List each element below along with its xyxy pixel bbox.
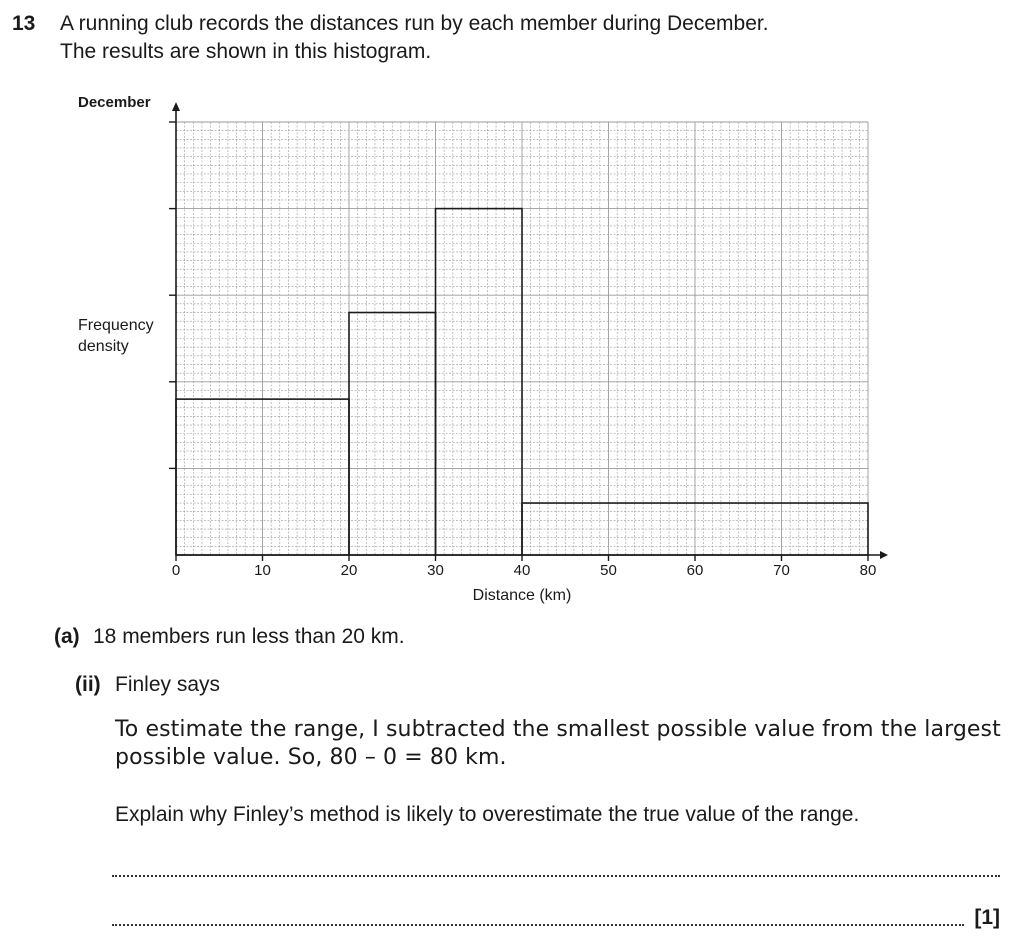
part-a-text: 18 members run less than 20 km. [93,625,405,648]
question-intro-line-1: A running club records the distances run by each member during December. [60,12,769,35]
finley-quote-line-1: To estimate the range, I subtracted the smallest possible value from the largest [115,717,1001,742]
chart-title: December [78,94,151,111]
x-tick-label: 70 [773,562,790,579]
part-ii-text: Finley says [115,673,221,696]
x-tick-label: 40 [513,562,531,579]
part-a-label: (a) [54,625,80,648]
x-tick-label: 80 [859,562,877,579]
x-tick-label: 50 [600,562,617,579]
y-axis-label-line-1: Frequency [78,317,154,334]
x-tick-label: 20 [340,562,358,579]
answer-line-1[interactable] [112,875,1000,877]
x-axis-arrow [880,551,888,559]
chart-axes [172,102,888,559]
question-intro-line-2: The results are shown in this histogram. [60,40,432,63]
y-axis-label-line-2: density [78,338,129,355]
part-ii-instruction: Explain why Finley’s method is likely to overestimate the true value of the range. [115,803,860,826]
x-tick-label: 0 [171,562,181,579]
marks-indicator: [1] [974,906,1000,929]
x-tick-label: 60 [686,562,704,579]
question-number: 13 [12,12,36,35]
answer-line-2[interactable] [112,924,964,926]
x-tick-label: 30 [427,562,444,579]
finley-quote-line-2: possible value. So, 80 – 0 = 80 km. [115,745,507,770]
x-tick-label: 10 [254,562,271,579]
x-axis-label: Distance (km) [472,587,572,604]
part-ii-label: (ii) [75,673,101,696]
y-axis-arrow [172,102,180,111]
